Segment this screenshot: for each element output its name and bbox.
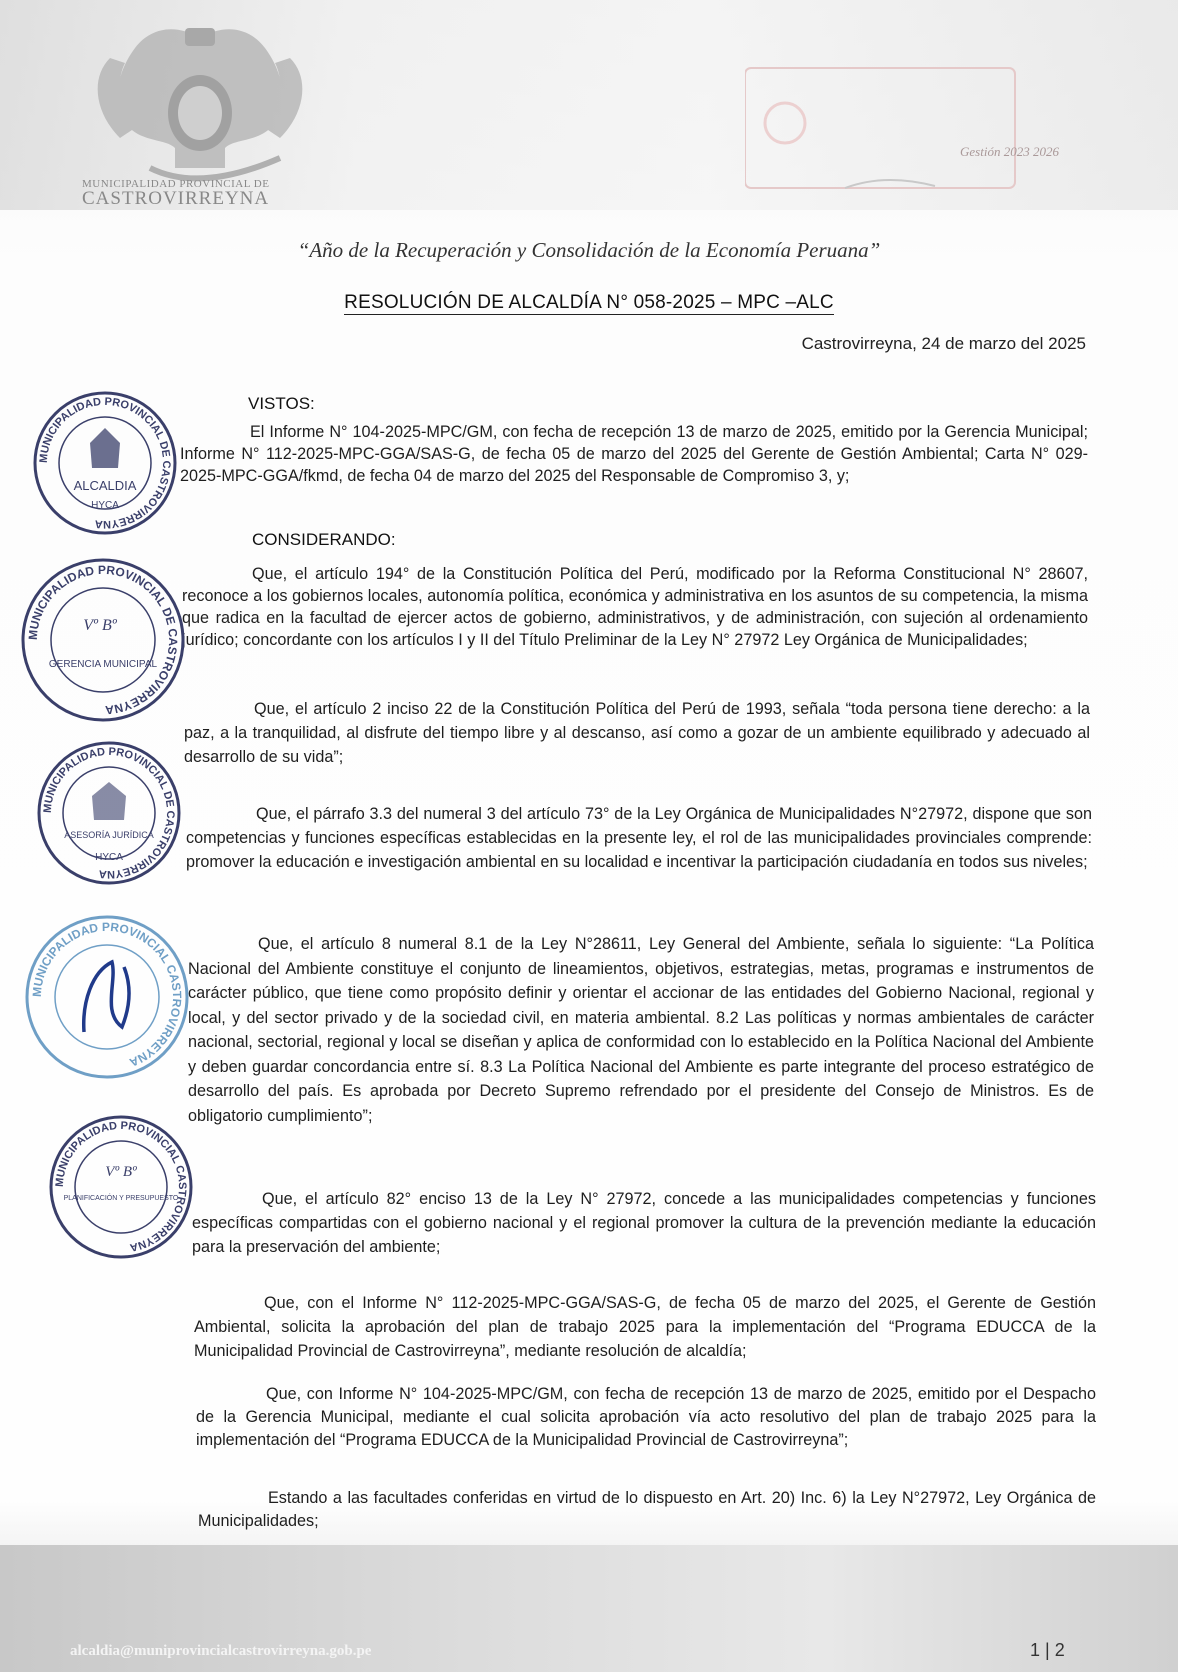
seal-alcaldia <box>30 388 180 538</box>
considerando-paragraph-3: Que, el párrafo 3.3 del numeral 3 del artículo 73° de la Ley Orgánica de Municipalidades N°27972, dispone que son competencias y funciones específicas establecidas en la presente ley, el rol de las municipalidades provinciales comprende: promover la educación e investigación ambiental en su localidad e incentivar la participación ciudadanía en todos sus niveles; <box>186 805 1092 871</box>
considerando-paragraph-5: Que, el artículo 82° enciso 13 de la Ley N° 27972, concede a las municipalidades competencias y funciones específicas compartidas con el gobierno nacional y el regional promover la cultura de la prevención mediante la educación para la preservación del ambiente; <box>192 1190 1096 1256</box>
year-title: “Año de la Recuperación y Consolidación de la Economía Peruana” <box>297 238 881 262</box>
reception-stamp <box>745 58 1165 198</box>
seal-gerencia-label: GERENCIA MUNICIPAL <box>48 659 158 670</box>
logo-big-text: CASTROVIRREYNA <box>82 188 270 209</box>
considerando-paragraph-1: Que, el artículo 194° de la Constitución Política del Perú, modificado por la Reforma Constitucional N° 28607, reconoce a los gobiernos locales, autonomía política, económica y administrativa en los asuntos de su competencia, la misma que radica en la facultad de ejercer actos de gobierno, administrativos, y de administración, con sujeción al ordenamiento jurídico; concordante con los artículos I y II del Título Preliminar de la Ley N° 27972 Ley Orgánica de Municipalidades; <box>182 565 1088 649</box>
seal-asesoria-ring-text: MUNICIPALIDAD PROVINCIAL DE CASTROVIRREYNA <box>41 745 177 881</box>
resolution-title-text: RESOLUCIÓN DE ALCALDÍA N° 058-2025 – MPC –ALC <box>344 292 834 313</box>
considerando-paragraph-7: Que, con Informe N° 104-2025-MPC/GM, con fecha de recepción 13 de marzo de 2025, emitido por el Despacho de la Gerencia Municipal, mediante el cual solicita aprobación vía acto resolutivo del plan de trabajo 2025 para la implementación del “Programa EDUCCA de la Municipalidad Provincial de Castrovirreyna”; <box>196 1385 1096 1449</box>
considerando-heading: CONSIDERANDO: <box>252 530 396 549</box>
seal-asesoria-sub: HYCA <box>95 852 123 863</box>
gestion-text: Gestión 2023 2026 <box>960 144 1059 159</box>
considerando-paragraph-8: Estando a las facultades conferidas en virtud de lo dispuesto en Art. 20) Inc. 6) la Ley N°27972, Ley Orgánica de Municipalidades; <box>198 1489 1096 1530</box>
seal-asesoria-juridica <box>34 738 184 888</box>
considerando-paragraph-4: Que, el artículo 8 numeral 8.1 de la Ley N°28611, Ley General del Ambiente, señala lo siguiente: “La Política Nacional del Ambiente constituye el conjunto de lineamientos, objetivos, estrategias, metas, programas e instrumentos de carácter público, que tiene como propósito definir y orientar el accionar de las entidades del Gobierno Nacional, regional y local, y del sector privado y de la sociedad civil, en materia ambiental. 8.2 Las políticas y normas ambientales de carácter nacional, sectorial, regional y local se diseñan y aplica de conformidad con lo establecido en la Política Nacional del Ambiente y deben guardar concordancia entre sí. 8.3 La Política Nacional del Ambiente es parte integrante del proceso estratégico de desarrollo del país. Es aprobada por Decreto Supremo refrendado por el presidente del Consejo de Ministros. Es de obligatorio cumplimiento”; <box>188 935 1094 1125</box>
logo-small-text: MUNICIPALIDAD PROVINCIAL DE <box>82 178 270 190</box>
footer-email: alcaldia@muniprovincialcastrovirreyna.gob.pe <box>70 1643 372 1659</box>
date-line: Castrovirreyna, 24 de marzo del 2025 <box>801 334 1086 353</box>
vistos-text: El Informe N° 104-2025-MPC/GM, con fecha de recepción 13 de marzo de 2025, emitido por la Gerencia Municipal; Informe N° 112-2025-MPC-GGA/SAS-G, de fecha 05 de marzo del 2025 del Gerente de Gestión Ambiental; Carta N° 029-2025-MPC-GGA/fkmd, de fecha 04 de marzo del 2025 del Responsable de Compromiso 3, y; <box>180 423 1088 485</box>
seal-alcaldia-ring-text: MUNICIPALIDAD PROVINCIAL DE CASTROVIRREYNA <box>37 395 173 531</box>
svg-text:MUNICIPALIDAD PROVINCIAL DE CA <box>26 563 180 717</box>
seal-planificacion-vb: Vº Bº <box>105 1164 137 1180</box>
considerando-paragraph-6: Que, con el Informe N° 112-2025-MPC-GGA/SAS-G, de fecha 05 de marzo del 2025, el Gerente de Gestión Ambiental, solicita la aprobación del plan de trabajo 2025 para la implementación del “Programa EDUCCA de la Municipalidad Provincial de Castrovirreyna”, mediante resolución de alcaldía; <box>194 1294 1096 1360</box>
seal-planificacion-label: PLANIFICACIÓN Y PRESUPUESTO <box>63 1195 179 1202</box>
page-number: 1 | 2 <box>1030 1640 1065 1660</box>
resolution-title <box>0 292 1178 314</box>
logo-caption <box>82 178 312 210</box>
seal-gerencia-vb: Vº Bº <box>83 617 117 634</box>
seal-gerencia-ring-text: MUNICIPALIDAD PROVINCIAL DE CASTROVIRREYNA <box>25 562 181 718</box>
seal-blue-signature <box>22 912 192 1082</box>
seal-alcaldia-label: ALCALDIA <box>73 478 137 493</box>
svg-text:MUNICIPALIDAD PROVINCIAL CASTR <box>30 920 184 1070</box>
seal-gerencia-municipal <box>18 555 188 725</box>
seal-planificacion <box>46 1112 196 1262</box>
vistos-heading: VISTOS: <box>248 394 315 413</box>
seal-asesoria-label: ASESORÍA JURÍDICA <box>64 830 154 840</box>
seal-planificacion-ring-text: MUNICIPALIDAD PROVINCIAL CASTROVIRREYNA <box>53 1119 189 1254</box>
seal-blue-ring-text: MUNICIPALIDAD PROVINCIAL CASTROVIRREYNA <box>29 919 185 1070</box>
considerando-paragraph-2: Que, el artículo 2 inciso 22 de la Constitución Política del Perú de 1993, señala “toda persona tiene derecho: a la paz, a la tranquilidad, al disfrute del tiempo libre y al descanso, así como a gozar de un ambiente equilibrado y adecuado al desarrollo de su vida”; <box>184 700 1090 766</box>
seal-alcaldia-sub: HYCA <box>91 500 119 511</box>
